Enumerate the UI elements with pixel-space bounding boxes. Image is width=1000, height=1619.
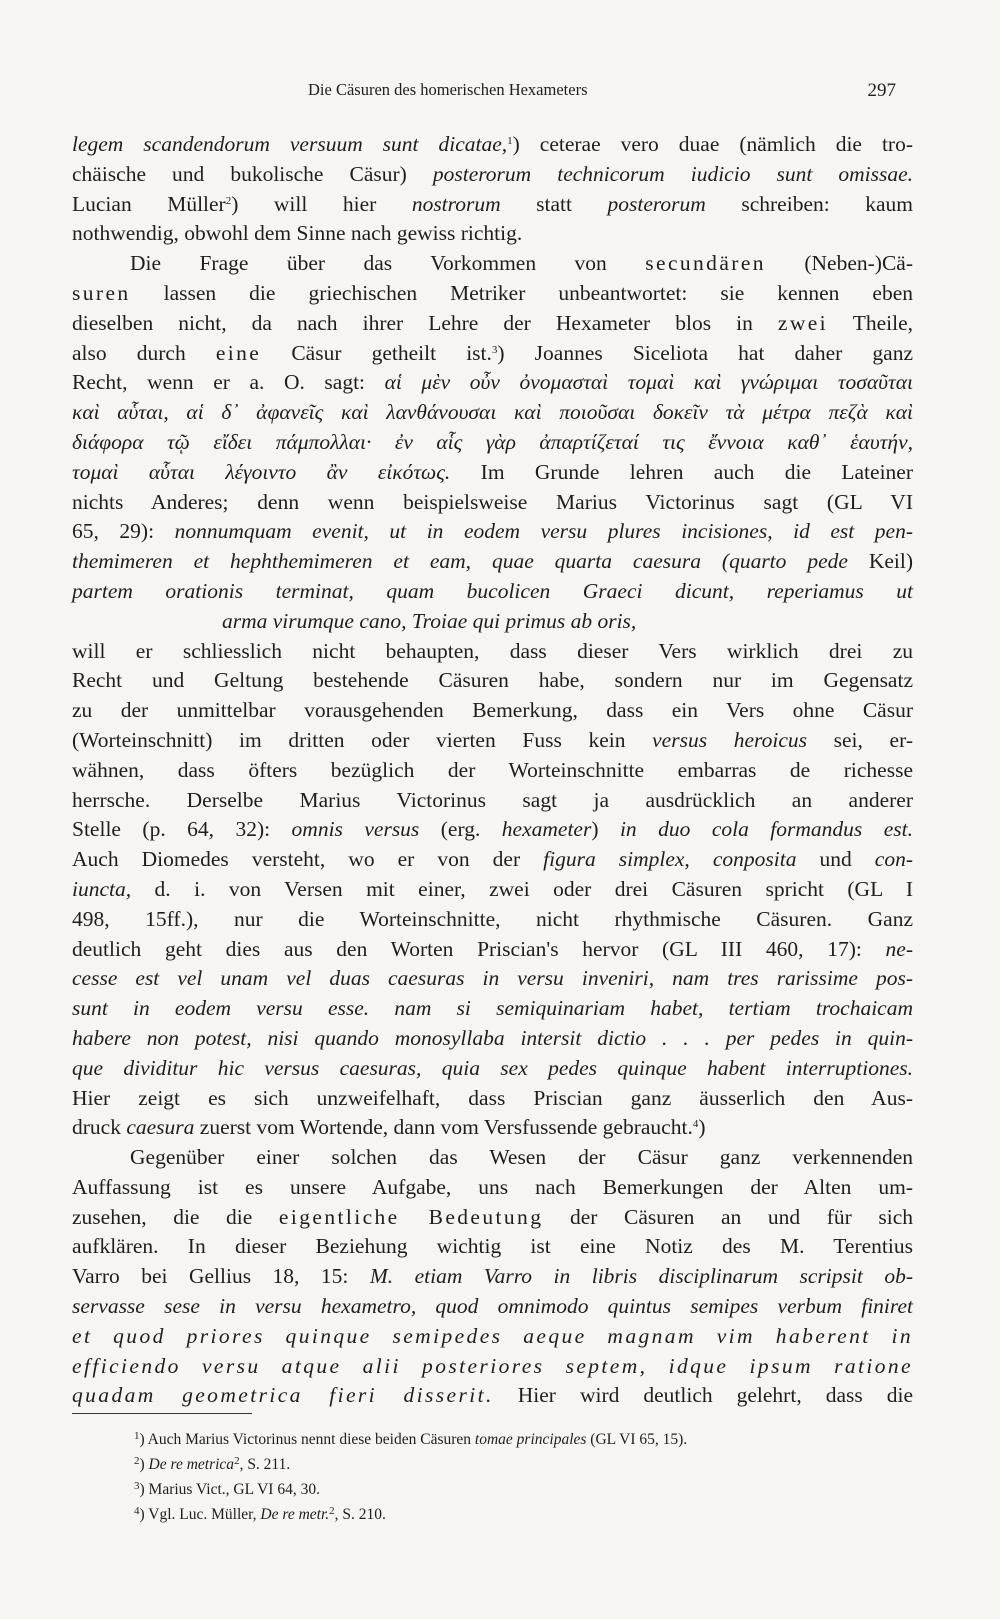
text-run: zwei bbox=[777, 310, 829, 335]
footnote-marker: 4 bbox=[134, 1505, 140, 1517]
text-line bbox=[72, 458, 913, 488]
text-run: Die Frage über das Vorkommen von bbox=[130, 251, 646, 276]
text-run: und bbox=[796, 847, 875, 872]
text-run: ) bbox=[698, 1115, 706, 1140]
text-line bbox=[72, 786, 913, 816]
text-run: partem orationis terminat, quam bucolicen Graeci dicunt, reperiamus ut bbox=[72, 578, 913, 603]
footnote-marker: 2 bbox=[234, 1455, 240, 1467]
text-run: ) bbox=[591, 817, 620, 842]
text-run: suren bbox=[72, 280, 131, 305]
text-run: legem scandendorum versuum sunt dicatae, bbox=[72, 132, 508, 156]
text-line bbox=[72, 1232, 913, 1262]
footnote-marker: 2 bbox=[329, 1505, 335, 1517]
text-run: eigentliche Bedeutung bbox=[278, 1204, 544, 1229]
text-run: De re metrica bbox=[148, 1456, 235, 1473]
text-line bbox=[72, 1113, 913, 1143]
text-line bbox=[72, 1352, 913, 1382]
footnote-marker: 1 bbox=[134, 1430, 140, 1442]
footnotes bbox=[134, 1427, 894, 1527]
footnote-rule bbox=[72, 1413, 252, 1414]
text-line bbox=[72, 398, 913, 428]
text-run: iuncta, bbox=[72, 876, 132, 901]
text-run: versus heroicus bbox=[652, 727, 807, 752]
text-run: quadam geometrica fieri disserit. bbox=[72, 1383, 494, 1408]
running-head bbox=[308, 80, 896, 106]
footnote-marker: 2 bbox=[134, 1455, 140, 1467]
text-line bbox=[72, 935, 913, 965]
text-run: καὶ αὗται, αἱ δ᾽ ἀφανεῖς καὶ λανθάνουσαι καὶ ποιοῦσαι δοκεῖν τὰ μέτρα πεζὰ καὶ bbox=[72, 400, 913, 425]
text-line bbox=[72, 1381, 913, 1411]
text-line bbox=[72, 1322, 913, 1352]
text-run: will er schliesslich nicht behaupten, dass dieser Vers wirklich drei zu bbox=[72, 638, 913, 663]
text-run: in duo cola formandus est. bbox=[619, 817, 913, 842]
text-run: διάφορα τῷ εἴδει πάμπολλαι· ἐν αἷς γὰρ ἀπαρτίζεταί τις ἔννοια καθ᾽ ἑαυτήν, bbox=[72, 429, 913, 454]
text-run: nonnumquam evenit, ut in eodem versu plures incisiones, id est pen- bbox=[174, 519, 913, 544]
text-run: druck bbox=[72, 1115, 127, 1140]
text-run: der Cäsuren an und für sich bbox=[543, 1204, 913, 1229]
text-line bbox=[72, 1262, 913, 1292]
text-run: zusehen, die die bbox=[72, 1204, 279, 1229]
text-run: servasse sese in versu hexametro, quod omnimodo quintus semipes verbum finiret bbox=[72, 1294, 913, 1319]
footnote bbox=[134, 1477, 894, 1502]
running-title: Die Cäsuren des homerischen Hexameters bbox=[308, 80, 588, 99]
text-line bbox=[72, 905, 913, 935]
text-run: , S. 211. bbox=[239, 1456, 291, 1473]
text-line bbox=[72, 249, 913, 279]
text-run: Recht, wenn er a. O. sagt: bbox=[72, 370, 385, 395]
text-run: Theile, bbox=[828, 310, 914, 335]
text-run: De re metr. bbox=[260, 1506, 330, 1523]
text-run: dieselben nicht, da nach ihrer Lehre der Hexameter blos in bbox=[72, 310, 778, 335]
text-line bbox=[72, 1173, 913, 1203]
text-line bbox=[72, 1143, 913, 1173]
text-run: nostrorum bbox=[411, 191, 501, 216]
text-line bbox=[72, 845, 913, 875]
text-run: nothwendig, obwohl dem Sinne nach gewiss richtig. bbox=[72, 221, 523, 246]
text-line bbox=[72, 964, 913, 994]
text-line bbox=[72, 1054, 913, 1084]
text-run: αἱ μὲν οὖν ὀνομασταὶ τομαὶ καὶ γνώριμαι τοσαῦται bbox=[384, 370, 913, 395]
footnote-marker: 3 bbox=[134, 1480, 140, 1492]
text-run: hexameter bbox=[501, 817, 592, 842]
text-run: ) bbox=[139, 1456, 149, 1473]
text-run: (erg. bbox=[419, 817, 502, 842]
text-run: (GL VI 65, 15). bbox=[586, 1431, 688, 1448]
text-run: d. i. von Versen mit einer, zwei oder drei Cäsuren spricht (GL I bbox=[131, 876, 913, 901]
text-run: cesse est vel unam vel duas caesuras in versu inveniri, nam tres rarissime pos- bbox=[72, 966, 913, 991]
text-run: caesura bbox=[126, 1115, 195, 1140]
footnote bbox=[134, 1452, 894, 1477]
text-line bbox=[72, 130, 913, 160]
text-run: ) will hier bbox=[231, 191, 412, 216]
text-run: herrsche. Derselbe Marius Victorinus sagt ja ausdrücklich an anderer bbox=[72, 787, 913, 812]
text-line bbox=[72, 1203, 913, 1233]
text-line bbox=[72, 637, 913, 667]
text-line bbox=[72, 607, 913, 637]
text-run: con- bbox=[874, 847, 913, 872]
text-run: zu der unmittelbar vorausgehenden Bemerkung, dass ein Vers ohne Cäsur bbox=[72, 698, 913, 723]
text-line bbox=[72, 696, 913, 726]
text-line bbox=[72, 547, 913, 577]
text-line bbox=[72, 875, 913, 905]
text-run: (Worteinschnitt) im dritten oder vierten Fuss kein bbox=[72, 727, 653, 752]
footnote bbox=[134, 1502, 894, 1527]
text-run: et quod priores quinque semipedes aeque magnam vim haberent in bbox=[72, 1323, 913, 1348]
text-line bbox=[72, 428, 913, 458]
text-run: Hier wird deutlich gelehrt, dass die bbox=[493, 1383, 913, 1408]
text-run: lassen die griechischen Metriker unbeantwortet: sie kennen eben bbox=[130, 280, 913, 305]
text-run: posterorum technicorum iudicio sunt omissae. bbox=[432, 161, 913, 186]
text-line bbox=[72, 756, 913, 786]
text-line bbox=[72, 815, 913, 845]
text-run: ) Vgl. Luc. Müller, bbox=[139, 1506, 261, 1523]
text-run: statt bbox=[500, 191, 608, 216]
text-run: arma virumque cano, Troiae qui primus ab oris, bbox=[222, 608, 637, 633]
text-run: 498, 15ff.), nur die Worteinschnitte, nicht rhythmische Cäsuren. Ganz bbox=[72, 906, 913, 931]
footnote-marker: 3 bbox=[491, 343, 498, 356]
text-run: zuerst vom Wortende, dann vom Versfussende gebraucht. bbox=[194, 1115, 693, 1140]
text-line bbox=[72, 160, 913, 190]
text-run: deutlich geht dies aus den Worten Priscian's hervor (GL III 460, 17): bbox=[72, 936, 886, 961]
text-run: Gegenüber einer solchen das Wesen der Cäsur ganz verkennenden bbox=[130, 1145, 913, 1170]
text-run: Hier zeigt es sich unzweifelhaft, dass Priscian ganz äusserlich den Aus- bbox=[72, 1085, 913, 1110]
text-run: Stelle (p. 64, 32): bbox=[72, 817, 292, 842]
text-run: efficiendo versu atque alii posteriores septem, idque ipsum ratione bbox=[72, 1353, 913, 1378]
main-text bbox=[72, 130, 913, 1411]
text-line bbox=[72, 666, 913, 696]
text-run: schreiben: kaum bbox=[705, 191, 913, 216]
text-line bbox=[72, 488, 913, 518]
text-run: ) Auch Marius Victorinus nennt diese beiden Cäsuren bbox=[139, 1431, 475, 1448]
text-run: habere non potest, nisi quando monosyllaba intersit dictio . . . per pedes in quin- bbox=[72, 1025, 913, 1050]
footnote-marker: 4 bbox=[692, 1118, 699, 1131]
text-run: chäische und bukolische Cäsur) bbox=[72, 161, 433, 186]
text-run: , S. 210. bbox=[334, 1506, 386, 1523]
text-run: aufklären. In dieser Beziehung wichtig ist eine Notiz des M. Terentius bbox=[72, 1234, 913, 1259]
text-line bbox=[72, 339, 913, 369]
text-line bbox=[72, 517, 913, 547]
text-line bbox=[72, 1292, 913, 1322]
text-run: figura simplex, conposita bbox=[543, 847, 797, 872]
text-run: also durch bbox=[72, 340, 216, 365]
text-run: que dividitur hic versus caesuras, quia sex pedes quinque habent interruptiones. bbox=[72, 1055, 913, 1080]
text-run: nichts Anderes; denn wenn beispielsweise Marius Victorinus sagt (GL VI bbox=[72, 489, 913, 514]
text-run: (nämlich die tro- bbox=[719, 132, 913, 156]
text-line bbox=[72, 190, 913, 220]
text-line bbox=[72, 1024, 913, 1054]
text-run: Auch Diomedes versteht, wo er von der bbox=[72, 847, 544, 872]
text-run: ne- bbox=[885, 936, 913, 961]
footnote bbox=[134, 1427, 894, 1452]
text-run: wähnen, dass öfters bezüglich der Worteinschnitte embarras de richesse bbox=[72, 757, 913, 782]
text-run: Auffassung ist es unsere Aufgabe, uns nach Bemerkungen der Alten um- bbox=[72, 1174, 913, 1199]
footnote-marker: 2 bbox=[225, 194, 232, 207]
text-run: eine bbox=[215, 340, 262, 365]
page-number: 297 bbox=[867, 80, 896, 101]
footnote-marker: 1 bbox=[507, 135, 513, 147]
text-run: Lucian Müller bbox=[72, 191, 226, 216]
text-run: themimeren et hephthemimeren et eam, quae quarta caesura (quarto pede bbox=[72, 549, 848, 574]
text-run: ) Joannes Siceliota hat daher ganz bbox=[497, 340, 913, 365]
text-run: posterorum bbox=[607, 191, 706, 216]
text-run: 65, 29): bbox=[72, 519, 175, 544]
text-run: sei, er- bbox=[806, 727, 913, 752]
text-run: secundären bbox=[645, 251, 766, 276]
text-run: M. etiam Varro in libris disciplinarum scripsit ob- bbox=[369, 1264, 913, 1289]
text-line bbox=[72, 309, 913, 339]
text-line bbox=[72, 577, 913, 607]
text-line bbox=[72, 279, 913, 309]
text-run: tomae principales bbox=[474, 1431, 587, 1448]
text-line bbox=[72, 1084, 913, 1114]
text-run: sunt in eodem versu esse. nam si semiquinariam habet, tertiam trochaicam bbox=[72, 996, 913, 1021]
text-run: ) ceterae vero duae bbox=[512, 132, 720, 156]
text-run: Cäsur getheilt ist. bbox=[261, 340, 492, 365]
text-run: (Neben-)Cä- bbox=[765, 251, 914, 276]
text-run: Recht und Geltung bestehende Cäsuren habe, sondern nur im Gegensatz bbox=[72, 668, 913, 693]
text-run: Im Grunde lehren auch die Lateiner bbox=[450, 459, 913, 484]
text-line bbox=[72, 368, 913, 398]
text-run: Keil) bbox=[847, 549, 913, 574]
text-run: τομαὶ αὗται λέγοιντο ἂν εἰκότως. bbox=[72, 459, 451, 484]
text-run: ) Marius Vict., GL VI 64, 30. bbox=[139, 1481, 320, 1498]
text-run: omnis versus bbox=[291, 817, 420, 842]
text-line bbox=[72, 219, 913, 249]
text-line bbox=[72, 994, 913, 1024]
text-line bbox=[72, 726, 913, 756]
text-run: Varro bei Gellius 18, 15: bbox=[72, 1264, 370, 1289]
